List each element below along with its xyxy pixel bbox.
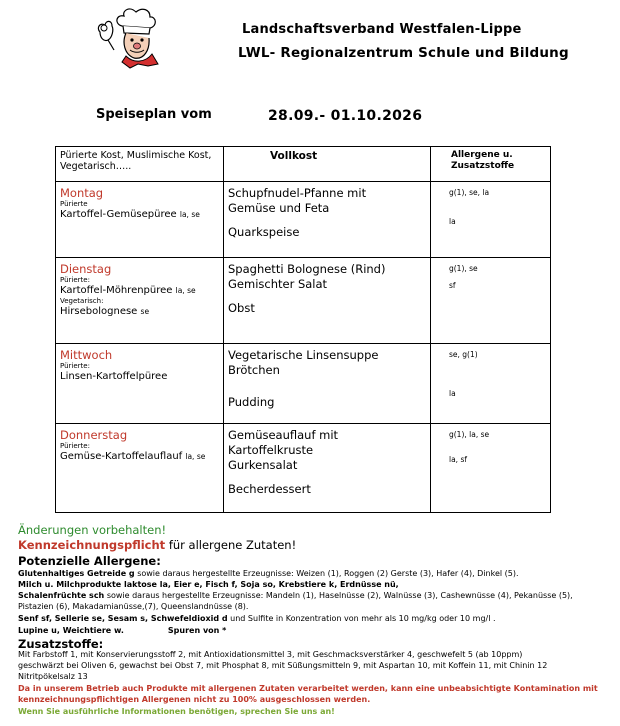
- org-line-1: Landschaftsverband Westfalen-Lippe: [242, 22, 522, 37]
- changes-note: Änderungen vorbehalten!: [18, 523, 167, 537]
- full-diet-cell: Schupfnudel-Pfanne mit Gemüse und Feta Quarkspeise: [224, 182, 431, 258]
- gluten-line: Glutenhaltiges Getreide g sowie daraus hergestellte Erzeugnisse: Weizen (1), Roggen (2) Gerste (3), Hafer (4), Dinkel (5).: [18, 569, 519, 578]
- info-line: Wenn Sie ausführliche Informationen benötigen, sprechen Sie uns an!: [18, 707, 335, 716]
- special-diet-cell: Donnerstag Pürierte: Gemüse-Kartoffelauflauf la, se: [56, 424, 224, 513]
- org-line-2: LWL- Regionalzentrum Schule und Bildung: [238, 45, 569, 61]
- special-diet-cell: Montag Pürierte Kartoffel-Gemüsepüree la, se: [56, 182, 224, 258]
- additives-line-3: Nitritpökelsalz 13: [18, 672, 88, 681]
- special-diet-cell: Mittwoch Pürierte: Linsen-Kartoffelpüree: [56, 344, 224, 424]
- allergens-cell: g(1), se, la la: [431, 182, 551, 258]
- labeling-note: Kennzeichnungspflicht für allergene Zutaten!: [18, 538, 297, 552]
- special-diet-cell: Dienstag Pürierte: Kartoffel-Möhrenpüree la, se Vegetarisch: Hirsebolognese se: [56, 258, 224, 344]
- allergens-cell: se, g(1) la: [431, 344, 551, 424]
- additives-line-1: Mit Farbstoff 1, mit Konservierungsstoff 2, mit Antioxidationsmittel 3, mit Geschmacksverstärker 4, geschwefelt 5 (ab 10ppm): [18, 650, 523, 659]
- allergens-cell: g(1), la, se la, sf: [431, 424, 551, 513]
- allergens-cell: g(1), se sf: [431, 258, 551, 344]
- menu-row: [56, 182, 551, 258]
- day-name: Mittwoch: [60, 348, 113, 362]
- menu-table: [55, 146, 551, 513]
- full-diet-cell: Vegetarische Linsensuppe Brötchen Pudding: [224, 344, 431, 424]
- day-name: Montag: [60, 186, 104, 200]
- lupine-line: Lupine u, Weichtiere w. Spuren von *: [18, 626, 227, 635]
- date-range: 28.09.- 01.10.2026: [268, 108, 423, 124]
- header-allergens: Allergene u. Zusatzstoffe: [431, 147, 551, 182]
- nuts-line-2: Pistazien (6), Makadamianüsse,(7), Queenslandnüsse (8).: [18, 602, 249, 611]
- mustard-line: Senf sf, Sellerie se, Sesam s, Schwefeldioxid d und Sulfite in Konzentration von mehr als 10 mg/kg oder 10 mg/l .: [18, 614, 496, 623]
- header-full-diet: Vollkost: [224, 147, 431, 182]
- chef-logo: [92, 6, 178, 76]
- menu-title: Speiseplan vom: [96, 107, 212, 122]
- full-diet-cell: Spaghetti Bolognese (Rind) Gemischter Salat Obst: [224, 258, 431, 344]
- header-special-diet: Pürierte Kost, Muslimische Kost, Vegetarisch…..: [56, 147, 224, 182]
- menu-row: [56, 344, 551, 424]
- menu-row: [56, 258, 551, 344]
- milk-line: Milch u. Milchprodukte laktose la, Eier e, Fisch f, Soja so, Krebstiere k, Erdnüsse nü,: [18, 580, 399, 589]
- additives-line-2: geschwärzt bei Oliven 6, gewachst bei Obst 7, mit Phosphat 8, mit Süßungsmitteln 9, mit Aspartan 10, mit Koffein 11, mit Chinin 12: [18, 661, 548, 670]
- warning-line-2: kennzeichnungspflichtigen Allergenen nicht zu 100% ausgeschlossen werden.: [18, 695, 371, 704]
- day-name: Donnerstag: [60, 428, 128, 442]
- warning-line-1: Da in unserem Betrieb auch Produkte mit allergenen Zutaten verarbeitet werden, kann eine unbeabsichtigte Kontamination mit: [18, 684, 598, 693]
- additives-heading: Zusatzstoffe:: [18, 637, 104, 651]
- full-diet-cell: Gemüseauflauf mit Kartoffelkruste Gurkensalat Becherdessert: [224, 424, 431, 513]
- day-name: Dienstag: [60, 262, 112, 276]
- nuts-line: Schalenfrüchte sch sowie daraus hergestellte Erzeugnisse: Mandeln (1), Haselnüsse (2), Walnüsse (3), Cashewnüsse (4), Pekanüsse (5),: [18, 591, 573, 600]
- potential-allergens-heading: Potenzielle Allergene:: [18, 554, 161, 568]
- menu-row: [56, 424, 551, 513]
